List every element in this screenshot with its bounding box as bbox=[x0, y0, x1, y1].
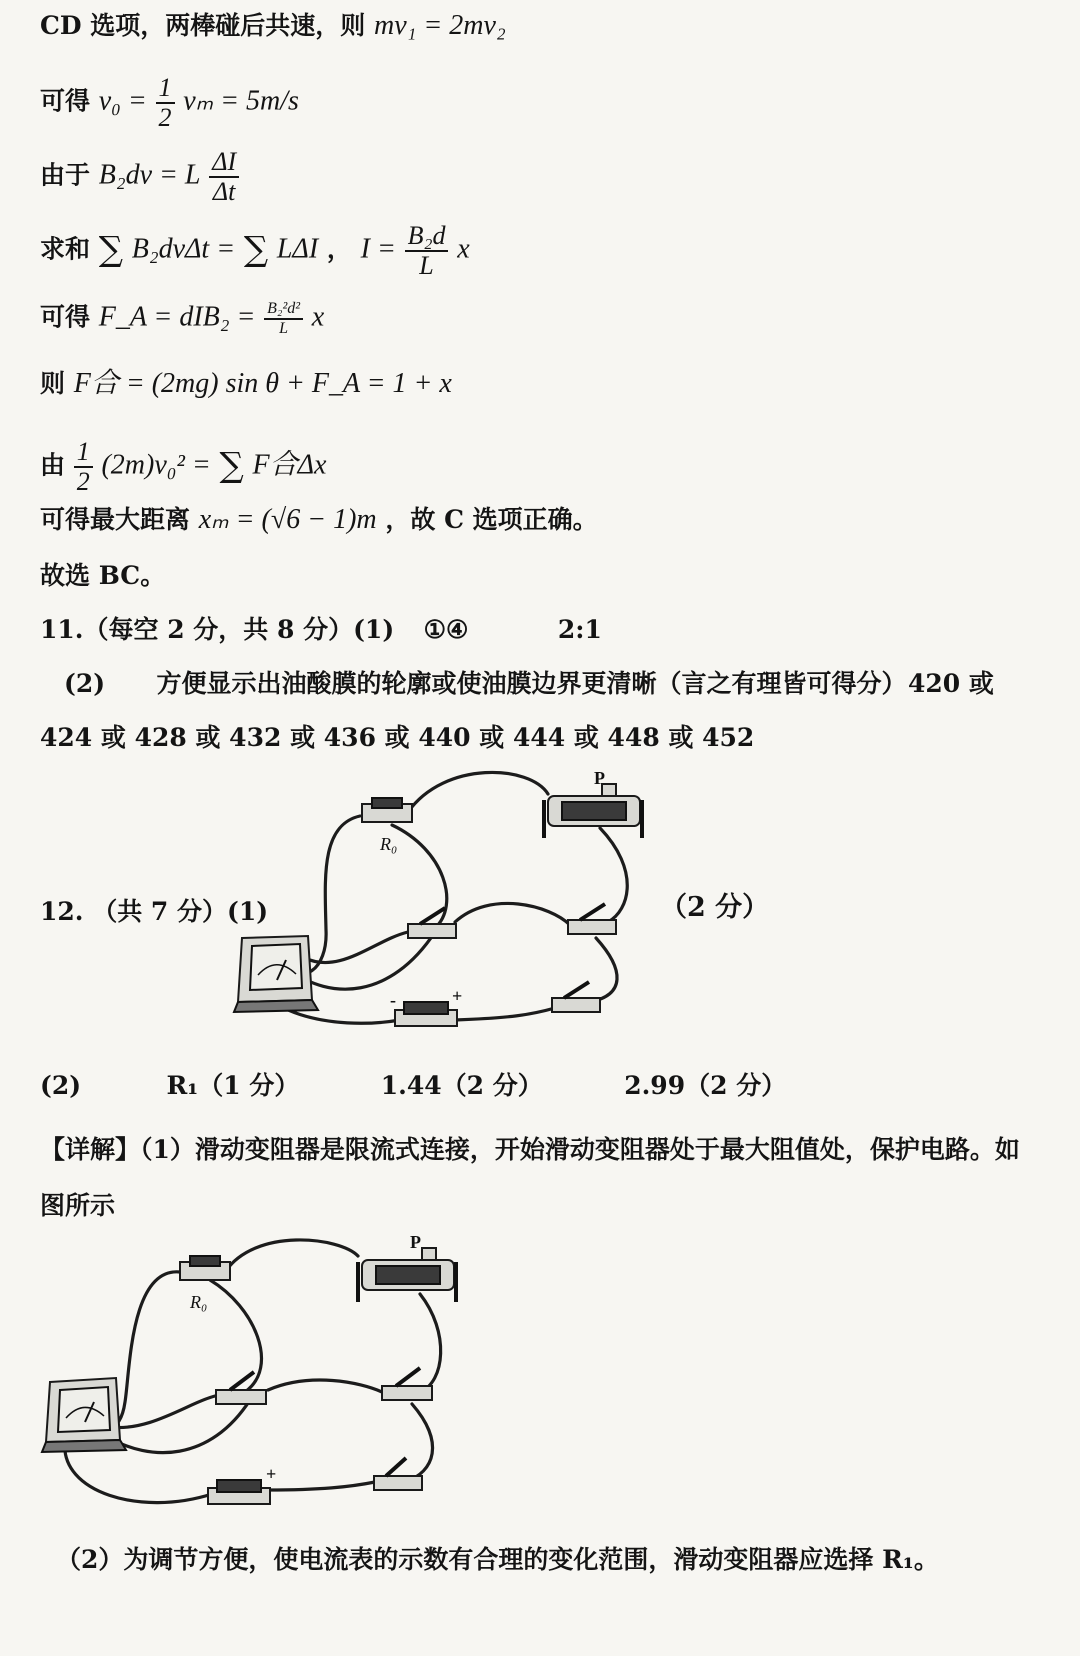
line-text: 故选 BC。 bbox=[40, 561, 166, 590]
equation: x bbox=[457, 233, 470, 265]
line-text: 可得 bbox=[40, 86, 91, 116]
line-text: 可得最大距离 bbox=[40, 505, 191, 534]
sum-symbol: ∑ bbox=[219, 445, 244, 486]
equation: vₘ = 5m/s bbox=[183, 85, 299, 117]
fraction-denominator: 2 bbox=[76, 467, 90, 496]
equation: F_A = dIB₂ = bbox=[98, 301, 256, 333]
slider-label: P bbox=[410, 1232, 421, 1252]
fraction-denominator: L bbox=[419, 251, 434, 280]
sum-symbol: ∑ bbox=[98, 229, 124, 270]
separator: ， bbox=[326, 234, 352, 264]
line-text: 由于 bbox=[40, 160, 91, 190]
switch bbox=[382, 1368, 432, 1400]
fraction bbox=[264, 300, 303, 338]
answer: 2.99（2 分） bbox=[624, 1071, 787, 1100]
fraction bbox=[74, 438, 93, 496]
line-text: 可得 bbox=[40, 302, 91, 332]
explanation-line-3 bbox=[56, 1544, 939, 1576]
equation: xₘ = (√6 − 1)m bbox=[198, 504, 377, 535]
equation: v₀ = bbox=[98, 85, 147, 117]
switch bbox=[568, 904, 616, 934]
svg-text:-: - bbox=[390, 990, 396, 1010]
equation: mv₁ = 2mv₂ bbox=[374, 10, 506, 41]
answer: 1.44（2 分） bbox=[380, 1071, 543, 1100]
part-number: (2) bbox=[40, 1071, 82, 1100]
svg-text:+: + bbox=[266, 1464, 277, 1484]
question-12-label: 12. （共 7 分）(1) bbox=[40, 897, 269, 926]
solution-line-8 bbox=[40, 504, 598, 536]
fraction-numerator: 1 bbox=[156, 74, 175, 104]
sum-symbol: ∑ bbox=[243, 229, 269, 270]
solution-line-7 bbox=[40, 438, 326, 496]
fraction bbox=[209, 148, 239, 206]
switch bbox=[552, 982, 600, 1012]
fraction-numerator: B₂²d² bbox=[264, 300, 303, 320]
line-text: ，故 C 选项正确。 bbox=[385, 505, 598, 534]
equation: x bbox=[311, 301, 325, 333]
switch bbox=[374, 1458, 422, 1490]
solution-line-6 bbox=[40, 368, 452, 400]
circuit-diagram-2 bbox=[40, 1232, 480, 1532]
fraction-denominator: Δt bbox=[212, 177, 236, 206]
fraction-denominator: L bbox=[279, 320, 289, 337]
fraction-denominator: 2 bbox=[158, 103, 172, 132]
equation: F合 = (2mg) sin θ + F_A = 1 + x bbox=[73, 368, 452, 399]
equation: I = bbox=[360, 233, 396, 265]
answer-text: 424 或 428 或 432 或 436 或 440 或 444 或 448 或 452 bbox=[40, 723, 755, 752]
switch bbox=[408, 908, 456, 938]
line-text: 求和 bbox=[40, 234, 91, 264]
solution-line-2 bbox=[40, 74, 299, 132]
line-text: 由 bbox=[40, 450, 66, 480]
equation: B₂dvΔt = bbox=[131, 233, 236, 265]
resistor-label: R₀ bbox=[190, 1292, 208, 1312]
resistor-label: R₀ bbox=[380, 834, 398, 854]
fraction bbox=[156, 74, 175, 132]
solution-line-5 bbox=[40, 300, 324, 338]
explanation-line-1 bbox=[40, 1134, 1020, 1166]
answer: R₁（1 分） bbox=[166, 1071, 300, 1100]
part-number: (2) bbox=[64, 669, 106, 698]
equation: LΔI bbox=[276, 233, 319, 265]
question-11-line bbox=[40, 614, 602, 646]
solution-line-4 bbox=[40, 222, 470, 280]
solution-line-3 bbox=[40, 148, 239, 206]
fraction-numerator: 1 bbox=[74, 438, 93, 468]
equation: F合Δx bbox=[252, 449, 327, 481]
svg-text:+: + bbox=[452, 986, 463, 1006]
slider-label: P bbox=[594, 770, 605, 788]
equation: B₂dv = L bbox=[98, 159, 201, 191]
solution-line-9 bbox=[40, 560, 165, 592]
fraction bbox=[405, 222, 449, 280]
circuit-diagram-1 bbox=[230, 770, 650, 1040]
solution-line-1 bbox=[40, 10, 506, 42]
answer-text: 方便显示出油酸膜的轮廓或使油膜边界更清晰（言之有理皆可得分） bbox=[156, 669, 907, 698]
equation: (2m)v₀² = bbox=[101, 449, 211, 481]
explanation-line-2 bbox=[40, 1190, 115, 1222]
explanation-text: 图所示 bbox=[40, 1191, 116, 1220]
answer: 420 或 bbox=[908, 669, 994, 698]
question-12-part2 bbox=[40, 1070, 786, 1102]
question-label: 11.（每空 2 分，共 8 分）(1) bbox=[40, 615, 395, 644]
line-text: 则 bbox=[40, 369, 66, 398]
fraction-numerator: ΔI bbox=[209, 148, 239, 178]
explanation-text: （2）为调节方便，使电流表的示数有合理的变化范围，滑动变阻器应选择 R₁。 bbox=[56, 1545, 939, 1574]
explanation-text: 【详解】（1）滑动变阻器是限流式连接，开始滑动变阻器处于最大阻值处，保护电路。如 bbox=[40, 1135, 1020, 1164]
answer: 2:1 bbox=[557, 615, 602, 644]
line-text: CD 选项，两棒碰后共速，则 bbox=[40, 11, 366, 40]
question-11-answers bbox=[40, 722, 754, 754]
question-12-score: （2 分） bbox=[660, 892, 770, 923]
question-11-part2 bbox=[64, 668, 907, 700]
fraction-numerator: B₂d bbox=[405, 222, 449, 252]
answer: ①④ bbox=[423, 615, 469, 644]
